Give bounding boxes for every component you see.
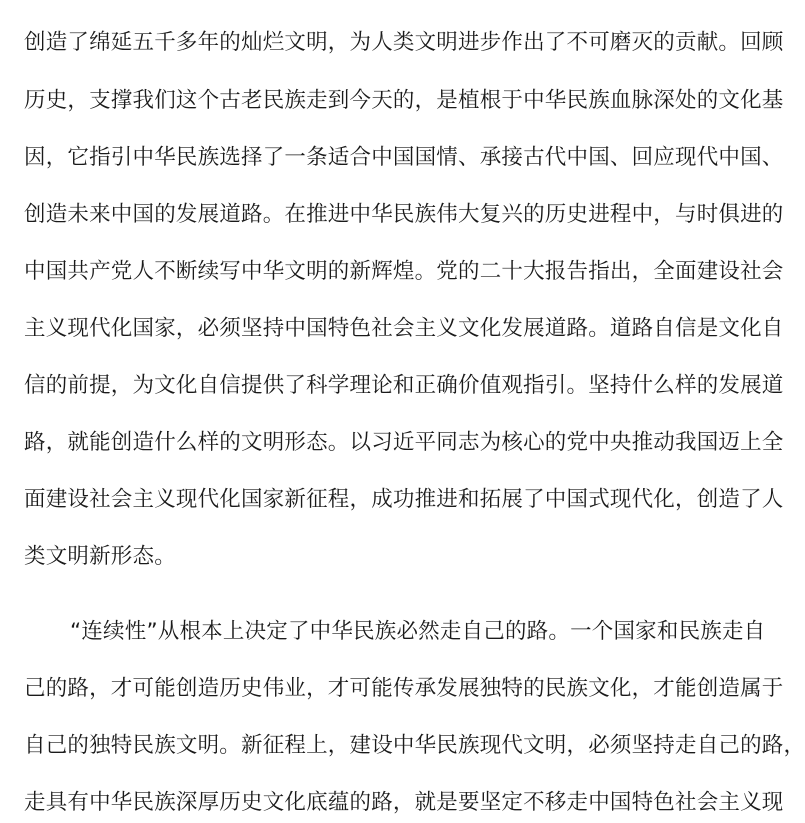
p1-line-5: 中国共产党人不断续写中华文明的新辉煌。党的二十大报告指出，全面建设社会 <box>24 259 784 284</box>
p2-line-1: “连续性”从根本上决定了中华民族必然走自己的路。一个国家和民族走自 <box>70 619 766 644</box>
p1-line-4: 创造未来中国的发展道路。在推进中华民族伟大复兴的历史进程中，与时俱进的 <box>24 202 784 227</box>
p1-line-2: 历史，支撑我们这个古老民族走到今天的，是植根于中华民族血脉深处的文化基 <box>24 88 784 113</box>
p1-line-9: 面建设社会主义现代化国家新征程，成功推进和拓展了中国式现代化，创造了人 <box>24 487 784 512</box>
p1-line-3: 因，它指引中华民族选择了一条适合中国国情、承接古代中国、回应现代中国、 <box>24 145 784 170</box>
p2-line-3: 自己的独特民族文明。新征程上，建设中华民族现代文明，必须坚持走自己的路， <box>24 733 805 758</box>
p1-line-1: 创造了绵延五千多年的灿烂文明，为人类文明进步作出了不可磨灭的贡献。回顾 <box>24 30 784 55</box>
p2-line-2: 己的路，才可能创造历史伟业，才可能传承发展独特的民族文化，才能创造属于 <box>24 676 784 701</box>
p1-line-10: 类文明新形态。 <box>24 544 176 569</box>
p1-line-7: 信的前提，为文化自信提供了科学理论和正确价值观指引。坚持什么样的发展道 <box>24 373 784 398</box>
p2-line-4: 走具有中华民族深厚历史文化底蕴的路，就是要坚定不移走中国特色社会主义现 <box>24 790 784 815</box>
p1-line-6: 主义现代化国家，必须坚持中国特色社会主义文化发展道路。道路自信是文化自 <box>24 316 784 341</box>
p1-line-8: 路，就能创造什么样的文明形态。以习近平同志为核心的党中央推动我国迈上全 <box>24 430 784 455</box>
